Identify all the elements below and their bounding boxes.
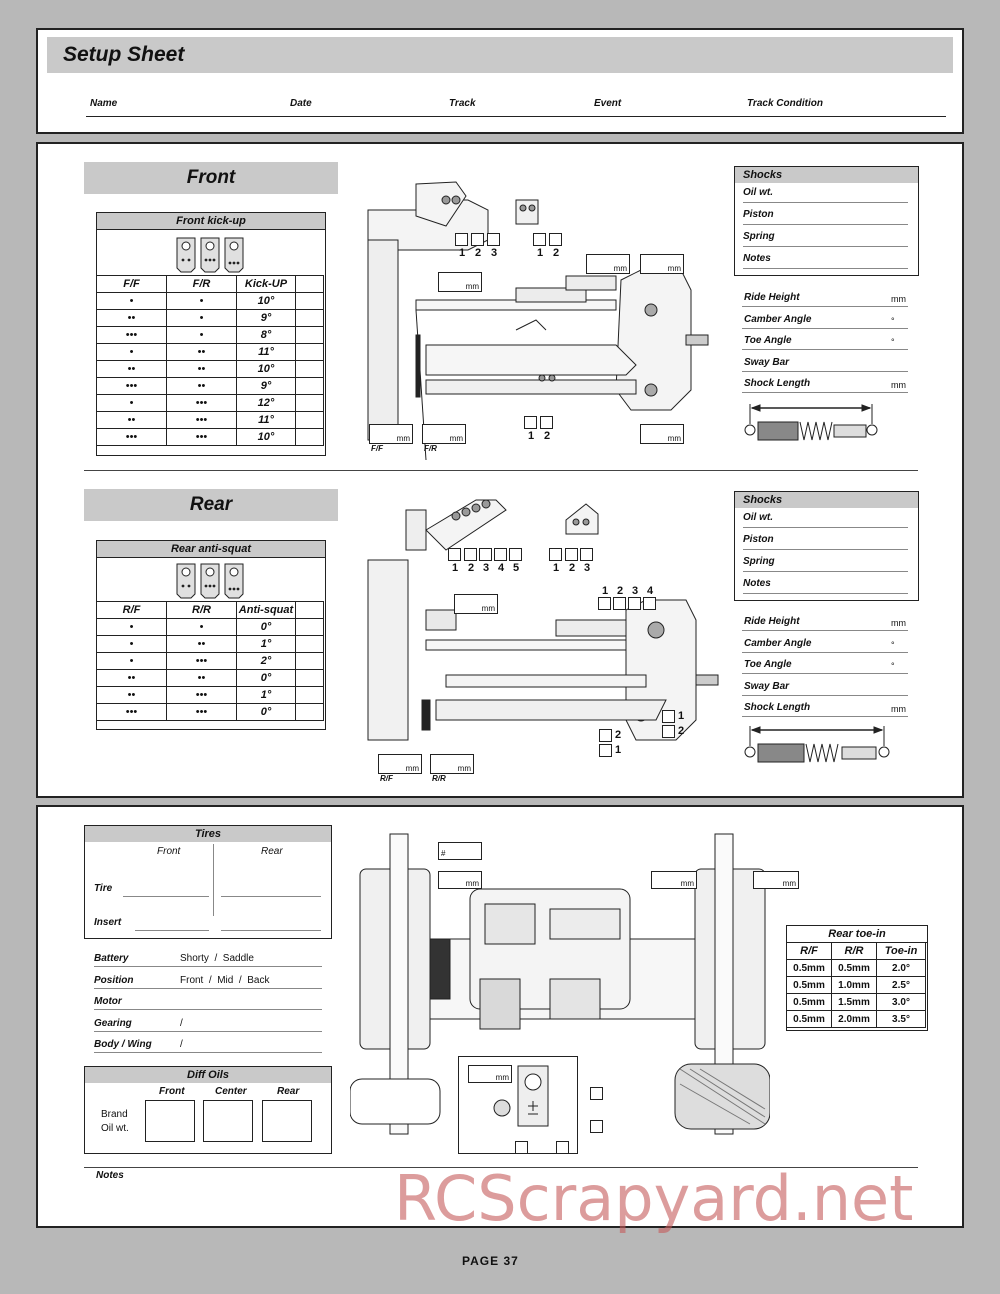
rear-hub-box-1[interactable] xyxy=(598,597,611,610)
header-field-line xyxy=(86,116,946,117)
shock-row-label: Oil wt. xyxy=(743,187,773,198)
field-track-condition-label: Track Condition xyxy=(747,98,823,109)
setting-input-line[interactable] xyxy=(742,371,908,372)
kickup-row xyxy=(97,412,324,429)
toe-cell: 0.5mm xyxy=(832,960,877,977)
antisquat-row xyxy=(97,619,324,636)
antisquat-value-cell: 0° xyxy=(237,704,296,721)
callout-box-bottom-2[interactable] xyxy=(556,1141,569,1154)
front-mm-box-a[interactable]: mm xyxy=(586,254,630,274)
kickup-row xyxy=(97,310,324,327)
tire-rear-line xyxy=(221,896,321,897)
toe-col-rr: R/R xyxy=(832,943,877,960)
rear-antisquat-table xyxy=(96,540,326,730)
kickup-col-fr: F/R xyxy=(167,276,237,293)
toe-row xyxy=(787,994,926,1011)
toe-row xyxy=(787,960,926,977)
setting-input-line[interactable] xyxy=(742,630,908,631)
kickup-row xyxy=(97,344,324,361)
chassis-mm-box-2[interactable]: mm xyxy=(651,871,697,889)
setting-label: Ride Height xyxy=(744,292,800,303)
front-bottom-num-1: 1 xyxy=(528,430,535,442)
shock-row-label: Piston xyxy=(743,534,774,545)
kickup-value-cell: 12° xyxy=(237,395,296,412)
rear-hub-box-3[interactable] xyxy=(628,597,641,610)
general-field-label: Gearing xyxy=(94,1017,132,1029)
callout-mm-box[interactable]: mm xyxy=(468,1065,512,1083)
front-ff-label: F/F xyxy=(371,444,383,453)
antisquat-block-icons xyxy=(97,558,325,602)
antisquat-grid xyxy=(96,601,324,721)
general-field-line xyxy=(94,1031,322,1032)
setting-input-line[interactable] xyxy=(742,652,908,653)
kickup-blank-cell[interactable] xyxy=(296,327,324,344)
toe-cell: 3.0° xyxy=(877,994,926,1011)
setting-input-line[interactable] xyxy=(742,328,908,329)
field-track-label: Track xyxy=(449,98,476,109)
field-event-label: Event xyxy=(594,98,622,109)
front-top-right-box-2[interactable] xyxy=(549,233,562,246)
kickup-dot-cell: • xyxy=(167,327,237,344)
toe-cell: 1.0mm xyxy=(832,977,877,994)
shock-row[interactable] xyxy=(735,183,918,205)
shock-row[interactable] xyxy=(735,530,918,552)
kickup-blank-cell[interactable] xyxy=(296,395,324,412)
general-field-line xyxy=(94,1009,322,1010)
rear-toe-in-table xyxy=(786,925,928,1031)
toe-grid xyxy=(786,942,926,1028)
setting-label: Ride Height xyxy=(744,616,800,627)
front-top-box-1[interactable] xyxy=(455,233,468,246)
title-banner xyxy=(47,37,953,73)
callout-box-right-2[interactable] xyxy=(590,1120,603,1133)
rear-top-right-box-2[interactable] xyxy=(565,548,578,561)
setting-unit: mm xyxy=(891,294,906,304)
rear-side-num-2: 2 xyxy=(678,725,685,737)
shock-row-line xyxy=(743,246,908,247)
rear-lower-num-1: 1 xyxy=(615,744,622,756)
kickup-dot-cell: • xyxy=(97,395,167,412)
callout-box-right-1[interactable] xyxy=(590,1087,603,1100)
tires-title: Tires xyxy=(85,826,331,842)
antisquat-value-cell: 1° xyxy=(237,687,296,704)
shock-row-line xyxy=(743,202,908,203)
antisquat-dot-cell: • xyxy=(167,619,237,636)
shock-row-label: Notes xyxy=(743,253,771,264)
setting-input-line[interactable] xyxy=(742,716,908,717)
front-top-box-3[interactable] xyxy=(487,233,500,246)
front-banner: Front xyxy=(84,162,338,194)
rear-top-box-2[interactable] xyxy=(464,548,477,561)
tires-tire-label: Tire xyxy=(94,883,113,894)
rear-mm-box-rf[interactable]: mm xyxy=(378,754,422,774)
kickup-value-cell: 10° xyxy=(237,293,296,310)
kickup-dot-cell: •• xyxy=(167,361,237,378)
kickup-blank-cell[interactable] xyxy=(296,344,324,361)
kickup-dot-cell: ••• xyxy=(97,378,167,395)
chassis-mm-box-1[interactable]: mm xyxy=(438,871,482,889)
front-shocks-title: Shocks xyxy=(735,167,918,183)
front-kickup-table xyxy=(96,212,326,456)
rear-top-right-num-2: 2 xyxy=(569,562,576,574)
rear-hub-box-2[interactable] xyxy=(613,597,626,610)
kickup-dot-cell: ••• xyxy=(167,429,237,446)
antisquat-row xyxy=(97,636,324,653)
shock-row[interactable] xyxy=(735,249,918,271)
page-number: PAGE 37 xyxy=(462,1254,519,1268)
setting-unit: mm xyxy=(891,704,906,714)
kickup-dot-cell: ••• xyxy=(167,395,237,412)
antisquat-value-cell: 0° xyxy=(237,670,296,687)
rear-top-num-3: 3 xyxy=(483,562,490,574)
rear-side-box-1[interactable] xyxy=(662,710,675,723)
kickup-col-ff: F/F xyxy=(97,276,167,293)
antisquat-blank-cell[interactable] xyxy=(296,687,324,704)
kickup-row xyxy=(97,293,324,310)
rear-top-right-box-3[interactable] xyxy=(580,548,593,561)
front-top-right-box-1[interactable] xyxy=(533,233,546,246)
rear-rr-label: R/R xyxy=(432,774,446,783)
diff-adjust-detail xyxy=(488,1064,568,1144)
general-panel xyxy=(36,805,964,1235)
setting-label: Sway Bar xyxy=(744,680,790,692)
rear-top-num-1: 1 xyxy=(452,562,459,574)
diff-center-field[interactable] xyxy=(203,1100,253,1142)
tires-rear-label: Rear xyxy=(261,846,283,857)
insert-rear-line xyxy=(221,930,321,931)
kickup-dot-cell: ••• xyxy=(167,412,237,429)
general-field-line xyxy=(94,988,322,989)
kickup-value-cell: 8° xyxy=(237,327,296,344)
front-shocks-box xyxy=(734,166,919,276)
field-name-label: Name xyxy=(90,98,118,109)
kickup-col-kickup: Kick-UP xyxy=(237,276,296,293)
chassis-mm-box-3[interactable]: mm xyxy=(753,871,799,889)
shock-row[interactable] xyxy=(735,205,918,227)
toe-cell: 0.5mm xyxy=(787,977,832,994)
kickup-value-cell: 9° xyxy=(237,310,296,327)
kickup-dot-cell: •• xyxy=(167,344,237,361)
kickup-row xyxy=(97,429,324,446)
front-mm-box-ff[interactable]: mm xyxy=(369,424,413,444)
rear-shocks-title: Shocks xyxy=(735,492,918,508)
callout-box-bottom-1[interactable] xyxy=(515,1141,528,1154)
diff-col-rear: Rear xyxy=(277,1086,300,1097)
toe-cell: 2.0° xyxy=(877,960,926,977)
setting-label: Sway Bar xyxy=(744,356,790,368)
toe-cell: 1.5mm xyxy=(832,994,877,1011)
general-field-line xyxy=(94,966,322,967)
rear-top-right-box-1[interactable] xyxy=(549,548,562,561)
kickup-block-icons xyxy=(97,230,325,274)
antisquat-col-blank xyxy=(296,602,324,619)
front-mm-box-right[interactable]: mm xyxy=(640,424,684,444)
front-mm-box-c[interactable]: mm xyxy=(438,272,482,292)
antisquat-row xyxy=(97,704,324,721)
header-panel xyxy=(36,28,964,134)
rear-shocks-box xyxy=(734,491,919,601)
antisquat-dot-cell: • xyxy=(97,619,167,636)
toe-header-row xyxy=(787,943,926,960)
general-field-label: Battery xyxy=(94,953,129,964)
shock-row-line xyxy=(743,224,908,225)
kickup-value-cell: 10° xyxy=(237,429,296,446)
kickup-value-cell: 10° xyxy=(237,361,296,378)
setting-label: Camber Angle xyxy=(744,637,812,649)
setting-label: Shock Length xyxy=(744,378,811,389)
front-top-right-num-2: 2 xyxy=(553,247,560,259)
antisquat-blank-cell[interactable] xyxy=(296,670,324,687)
rear-rf-label: R/F xyxy=(380,774,393,783)
setting-label: Shock Length xyxy=(744,702,811,713)
diff-front-field[interactable] xyxy=(145,1100,195,1142)
front-top-right-num-1: 1 xyxy=(537,247,544,259)
setting-label: Toe Angle xyxy=(744,335,792,346)
kickup-blank-cell[interactable] xyxy=(296,293,324,310)
general-field-value[interactable]: Front / Mid / Back xyxy=(180,974,270,986)
antisquat-value-cell: 0° xyxy=(237,619,296,636)
tires-insert-label: Insert xyxy=(94,917,122,928)
toe-cell: 0.5mm xyxy=(787,994,832,1011)
front-top-num-2: 2 xyxy=(475,247,482,259)
toe-cell: 0.5mm xyxy=(787,960,832,977)
tires-box xyxy=(84,825,332,939)
diff-col-front: Front xyxy=(159,1086,185,1097)
kickup-blank-cell[interactable] xyxy=(296,429,324,446)
antisquat-dot-cell: •• xyxy=(167,636,237,653)
antisquat-col-rf: R/F xyxy=(97,602,167,619)
setting-unit: mm xyxy=(891,618,906,628)
rear-side-box-2[interactable] xyxy=(662,725,675,738)
diff-oils-title: Diff Oils xyxy=(85,1067,331,1083)
rear-banner: Rear xyxy=(84,489,338,521)
antisquat-blank-cell[interactable] xyxy=(296,653,324,670)
kickup-dot-cell: • xyxy=(97,293,167,310)
shock-row[interactable] xyxy=(735,574,918,596)
setting-label: Camber Angle xyxy=(744,313,812,325)
shock-row[interactable] xyxy=(735,227,918,249)
rear-top-box-1[interactable] xyxy=(448,548,461,561)
rear-antisquat-title: Rear anti-squat xyxy=(97,541,325,558)
kickup-row xyxy=(97,395,324,412)
toe-cell: 3.5° xyxy=(877,1011,926,1028)
tires-divider xyxy=(213,844,214,916)
shock-row-label: Notes xyxy=(743,578,771,589)
toe-col-toein: Toe-in xyxy=(877,943,926,960)
rear-mm-box-rr[interactable]: mm xyxy=(430,754,474,774)
antisquat-value-cell: 1° xyxy=(237,636,296,653)
kickup-value-cell: 11° xyxy=(237,344,296,361)
chassis-hash-box[interactable]: # xyxy=(438,842,482,860)
page-title: Setup Sheet xyxy=(63,43,185,66)
rear-hub-box-4[interactable] xyxy=(643,597,656,610)
antisquat-dot-cell: •• xyxy=(97,687,167,704)
antisquat-dot-cell: •• xyxy=(97,670,167,687)
kickup-blank-cell[interactable] xyxy=(296,378,324,395)
antisquat-dot-cell: ••• xyxy=(97,704,167,721)
general-field-label: Position xyxy=(94,974,134,986)
diff-row-brand: Brand xyxy=(101,1109,128,1120)
kickup-grid xyxy=(96,275,324,446)
rear-top-right-num-1: 1 xyxy=(553,562,560,574)
rear-lower-num-2: 2 xyxy=(615,729,622,741)
setting-unit: ° xyxy=(891,639,895,650)
rear-top-num-2: 2 xyxy=(468,562,475,574)
shock-row-line xyxy=(743,593,908,594)
rear-top-box-5[interactable] xyxy=(509,548,522,561)
shock-row-label: Oil wt. xyxy=(743,512,773,523)
rear-top-right-num-3: 3 xyxy=(584,562,591,574)
kickup-dot-cell: •• xyxy=(97,361,167,378)
kickup-dot-cell: ••• xyxy=(97,429,167,446)
rear-lower-box-1[interactable] xyxy=(599,744,612,757)
rear-hub-num-1: 1 xyxy=(602,585,609,597)
diff-row-oilwt: Oil wt. xyxy=(101,1123,129,1134)
rear-shock-length-diagram xyxy=(742,722,892,766)
front-top-box-2[interactable] xyxy=(471,233,484,246)
general-field-label: Motor xyxy=(94,996,122,1007)
rear-hub-num-2: 2 xyxy=(617,585,624,597)
toe-cell: 0.5mm xyxy=(787,1011,832,1028)
shock-row-line xyxy=(743,549,908,550)
shock-row-label: Spring xyxy=(743,231,775,242)
insert-front-line xyxy=(135,930,209,931)
front-bottom-num-2: 2 xyxy=(544,430,551,442)
front-bottom-box-1[interactable] xyxy=(524,416,537,429)
kickup-row xyxy=(97,361,324,378)
front-top-num-3: 3 xyxy=(491,247,498,259)
front-kickup-title: Front kick-up xyxy=(97,213,325,230)
front-mm-box-fr[interactable]: mm xyxy=(422,424,466,444)
setting-input-line[interactable] xyxy=(742,673,908,674)
front-rear-divider xyxy=(84,470,918,471)
antisquat-dot-cell: ••• xyxy=(167,687,237,704)
general-field-line xyxy=(94,1052,322,1053)
kickup-dot-cell: • xyxy=(97,344,167,361)
toe-row xyxy=(787,1011,926,1028)
kickup-blank-cell[interactable] xyxy=(296,361,324,378)
antisquat-dot-cell: ••• xyxy=(167,704,237,721)
antisquat-blank-cell[interactable] xyxy=(296,619,324,636)
setting-input-line[interactable] xyxy=(742,695,908,696)
general-field-value[interactable]: Shorty / Saddle xyxy=(180,953,254,964)
watermark: RCScrapyard.net xyxy=(394,1162,914,1235)
rear-hub-num-4: 4 xyxy=(647,585,654,597)
shock-row-line xyxy=(743,571,908,572)
general-field-value[interactable]: / xyxy=(180,1039,183,1050)
shock-row-label: Piston xyxy=(743,209,774,220)
antisquat-header-row xyxy=(97,602,324,619)
diff-col-center: Center xyxy=(215,1086,247,1097)
antisquat-dot-cell: • xyxy=(97,636,167,653)
kickup-header-row xyxy=(97,276,324,293)
antisquat-dot-cell: •• xyxy=(167,670,237,687)
kickup-row xyxy=(97,327,324,344)
rear-toe-in-title: Rear toe-in xyxy=(787,926,927,943)
shock-row-line xyxy=(743,268,908,269)
kickup-value-cell: 11° xyxy=(237,412,296,429)
setting-label: Toe Angle xyxy=(744,659,792,670)
kickup-dot-cell: • xyxy=(167,293,237,310)
rear-top-box-3[interactable] xyxy=(479,548,492,561)
antisquat-dot-cell: • xyxy=(97,653,167,670)
antisquat-value-cell: 2° xyxy=(237,653,296,670)
antisquat-dot-cell: ••• xyxy=(167,653,237,670)
front-top-num-1: 1 xyxy=(459,247,466,259)
setting-unit: ° xyxy=(891,315,895,326)
rear-side-num-1: 1 xyxy=(678,710,685,722)
tires-front-label: Front xyxy=(157,846,181,857)
notes-label: Notes xyxy=(96,1170,124,1181)
antisquat-row xyxy=(97,653,324,670)
kickup-blank-cell[interactable] xyxy=(296,310,324,327)
setting-unit: mm xyxy=(891,380,906,390)
tire-front-line xyxy=(123,896,209,897)
setting-unit: ° xyxy=(891,337,895,347)
rear-mm-box-top[interactable]: mm xyxy=(454,594,498,614)
antisquat-col-rr: R/R xyxy=(167,602,237,619)
diff-rear-field[interactable] xyxy=(262,1100,312,1142)
rear-top-box-4[interactable] xyxy=(494,548,507,561)
antisquat-row xyxy=(97,687,324,704)
general-field-label: Body / Wing xyxy=(94,1039,152,1050)
shock-row[interactable] xyxy=(735,508,918,530)
kickup-dot-cell: •• xyxy=(167,378,237,395)
general-field-value[interactable]: / xyxy=(180,1017,183,1029)
kickup-dot-cell: ••• xyxy=(97,327,167,344)
kickup-blank-cell[interactable] xyxy=(296,412,324,429)
field-date-label: Date xyxy=(290,98,312,109)
kickup-col-blank xyxy=(296,276,324,293)
kickup-row xyxy=(97,378,324,395)
front-bottom-box-2[interactable] xyxy=(540,416,553,429)
kickup-value-cell: 9° xyxy=(237,378,296,395)
rear-hub-num-3: 3 xyxy=(632,585,639,597)
rear-top-num-4: 4 xyxy=(498,562,505,574)
shock-row-line xyxy=(743,527,908,528)
setting-unit: ° xyxy=(891,661,895,671)
front-mm-box-b[interactable]: mm xyxy=(640,254,684,274)
kickup-dot-cell: • xyxy=(167,310,237,327)
antisquat-row xyxy=(97,670,324,687)
antisquat-blank-cell[interactable] xyxy=(296,704,324,721)
front-shock-length-diagram xyxy=(742,400,882,444)
setting-input-line[interactable] xyxy=(742,349,908,350)
toe-row xyxy=(787,977,926,994)
rear-lower-box-2[interactable] xyxy=(599,729,612,742)
shock-row-label: Spring xyxy=(743,556,775,567)
diff-oils-box xyxy=(84,1066,332,1154)
shock-row[interactable] xyxy=(735,552,918,574)
setting-input-line[interactable] xyxy=(742,392,908,393)
toe-cell: 2.5° xyxy=(877,977,926,994)
suspension-panel xyxy=(36,142,964,798)
antisquat-col-antisquat: Anti-squat xyxy=(237,602,296,619)
kickup-dot-cell: •• xyxy=(97,412,167,429)
setting-input-line[interactable] xyxy=(742,306,908,307)
toe-cell: 2.0mm xyxy=(832,1011,877,1028)
antisquat-blank-cell[interactable] xyxy=(296,636,324,653)
kickup-dot-cell: •• xyxy=(97,310,167,327)
toe-col-rf: R/F xyxy=(787,943,832,960)
rear-top-num-5: 5 xyxy=(513,562,520,574)
front-fr-label: F/R xyxy=(424,444,437,453)
